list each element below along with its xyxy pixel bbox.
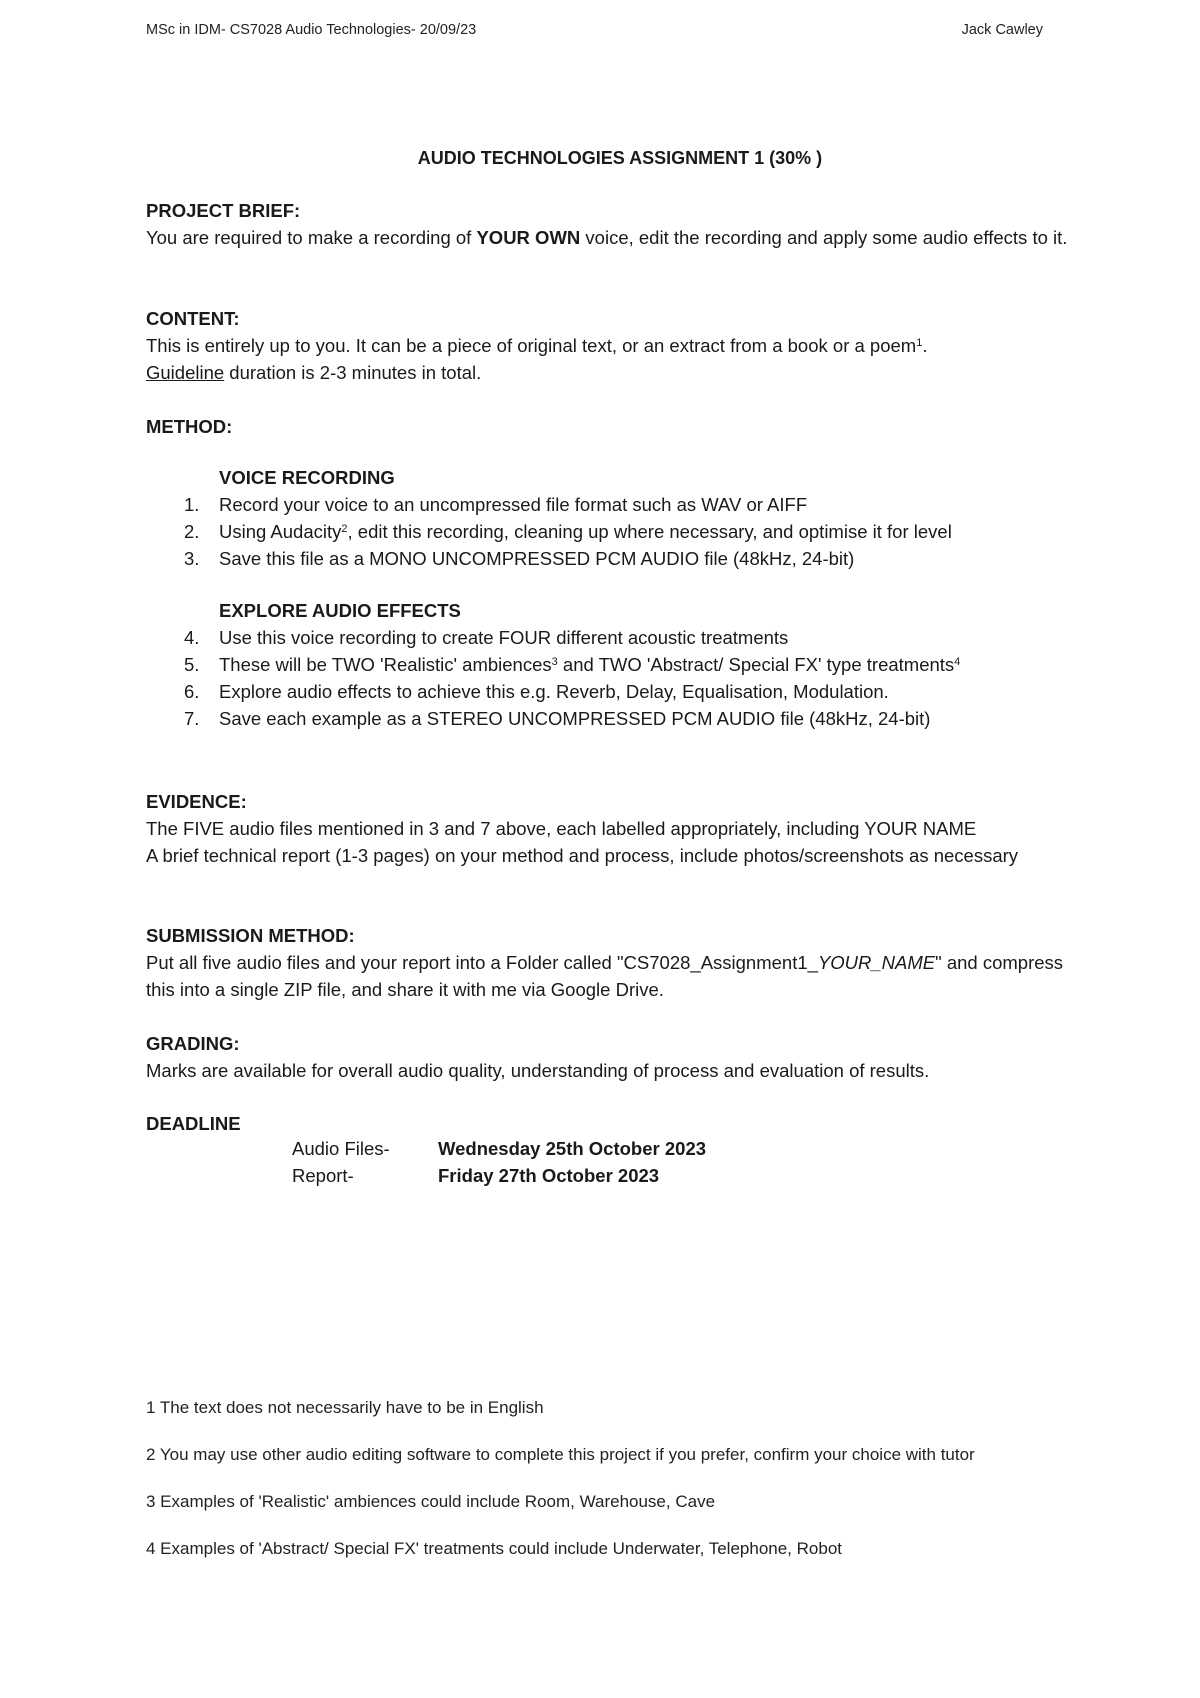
list-number: 5. bbox=[184, 654, 200, 675]
list-item-text: Explore audio effects to achieve this e.g. Reverb, Delay, Equalisation, Modulation. bbox=[219, 681, 889, 702]
submission-text-a: Put all five audio files and your report into a Folder called "CS7028_Assignment1_ bbox=[146, 952, 818, 973]
content-line-1 bbox=[146, 332, 1076, 359]
guideline-underlined: Guideline bbox=[146, 362, 225, 383]
deadline-heading: DEADLINE bbox=[146, 1113, 241, 1134]
list-item bbox=[146, 518, 952, 545]
explore-effects-heading: EXPLORE AUDIO EFFECTS bbox=[219, 600, 461, 621]
list-item-text: Save each example as a STEREO UNCOMPRESSED PCM AUDIO file (48kHz, 24-bit) bbox=[219, 708, 931, 729]
project-brief-section bbox=[146, 197, 1076, 251]
footnote-2: 2 You may use other audio editing software to complete this project if you prefer, confirm your choice with tutor bbox=[146, 1445, 975, 1464]
list-item bbox=[146, 651, 960, 678]
footnote-4: 4 Examples of 'Abstract/ Special FX' treatments could include Underwater, Telephone, Robot bbox=[146, 1539, 842, 1558]
list-number: 3. bbox=[184, 548, 200, 569]
footnote-ref-4: 4 bbox=[954, 656, 961, 668]
project-brief-text-b: voice, edit the recording and apply some audio effects to it. bbox=[580, 227, 1068, 248]
list-item bbox=[146, 491, 952, 518]
voice-recording-heading: VOICE RECORDING bbox=[219, 467, 395, 488]
list-item bbox=[146, 624, 960, 651]
list-number: 6. bbox=[184, 681, 200, 702]
page-header-right: Jack Cawley bbox=[961, 22, 1043, 38]
submission-section bbox=[146, 922, 1076, 1003]
submission-text-b: " and compress this into a single ZIP file, and share it with me via Google Drive. bbox=[146, 952, 1064, 1000]
list-item-text: These will be TWO 'Realistic' ambiences bbox=[219, 654, 552, 675]
submission-text bbox=[146, 949, 1076, 1003]
list-number: 4. bbox=[184, 627, 200, 648]
content-heading: CONTENT: bbox=[146, 308, 240, 329]
list-number: 7. bbox=[184, 708, 200, 729]
evidence-line-1: The FIVE audio files mentioned in 3 and 7 above, each labelled appropriately, including YOUR NAME bbox=[146, 818, 977, 839]
list-item-text: , edit this recording, cleaning up where necessary, and optimise it for level bbox=[347, 521, 952, 542]
submission-italic-name: YOUR_NAME bbox=[817, 952, 936, 973]
footnote-ref-3: 3 bbox=[551, 656, 558, 668]
list-number: 2. bbox=[184, 521, 200, 542]
list-item-text: Save this file as a MONO UNCOMPRESSED PCM AUDIO file (48kHz, 24-bit) bbox=[219, 548, 855, 569]
list-item-text: and TWO 'Abstract/ Special FX' type treatments bbox=[557, 654, 955, 675]
content-line-1-end: . bbox=[922, 335, 928, 356]
effects-steps bbox=[146, 624, 960, 732]
list-item bbox=[146, 678, 960, 705]
submission-heading: SUBMISSION METHOD: bbox=[146, 925, 355, 946]
method-heading: METHOD: bbox=[146, 416, 233, 437]
list-item-text: Use this voice recording to create FOUR different acoustic treatments bbox=[219, 627, 789, 648]
footnote-ref-2: 2 bbox=[341, 523, 348, 535]
deadline-value: Friday 27th October 2023 bbox=[438, 1165, 660, 1186]
footnote-3: 3 Examples of 'Realistic' ambiences could include Room, Warehouse, Cave bbox=[146, 1492, 716, 1511]
content-line-2 bbox=[146, 359, 1076, 386]
evidence-section bbox=[146, 788, 1076, 869]
content-line-1-text: This is entirely up to you. It can be a piece of original text, or an extract from a book or a poem bbox=[146, 335, 917, 356]
footnote-1: 1 The text does not necessarily have to be in English bbox=[146, 1398, 544, 1417]
deadline-label: Report- bbox=[292, 1165, 354, 1186]
evidence-line-2: A brief technical report (1-3 pages) on your method and process, include photos/screenshots as necessary bbox=[146, 845, 1019, 866]
list-item bbox=[146, 545, 952, 572]
list-item-text: Record your voice to an uncompressed file format such as WAV or AIFF bbox=[219, 494, 808, 515]
project-brief-text-a: You are required to make a recording of bbox=[146, 227, 477, 248]
deadline-label: Audio Files- bbox=[292, 1138, 390, 1159]
project-brief-text bbox=[146, 224, 1076, 251]
deadline-value: Wednesday 25th October 2023 bbox=[438, 1138, 707, 1159]
content-line-2-rest: duration is 2-3 minutes in total. bbox=[224, 362, 482, 383]
project-brief-heading: PROJECT BRIEF: bbox=[146, 200, 301, 221]
content-section bbox=[146, 305, 1076, 386]
deadline-row-audio bbox=[292, 1138, 706, 1160]
grading-heading: GRADING: bbox=[146, 1033, 240, 1054]
document-title: AUDIO TECHNOLOGIES ASSIGNMENT 1 (30% ) bbox=[417, 148, 823, 168]
list-item bbox=[146, 705, 960, 732]
evidence-heading: EVIDENCE: bbox=[146, 791, 247, 812]
deadline-row-report bbox=[292, 1165, 659, 1187]
list-number: 1. bbox=[184, 494, 200, 515]
project-brief-bold: YOUR OWN bbox=[476, 227, 581, 248]
grading-section bbox=[146, 1030, 1076, 1084]
voice-recording-steps bbox=[146, 491, 952, 572]
list-item-text: Using Audacity bbox=[219, 521, 342, 542]
grading-text: Marks are available for overall audio quality, understanding of process and evaluation of results. bbox=[146, 1060, 930, 1081]
page-header-left: MSc in IDM- CS7028 Audio Technologies- 20/09/23 bbox=[146, 22, 477, 38]
footnote-ref-1: 1 bbox=[916, 337, 923, 349]
